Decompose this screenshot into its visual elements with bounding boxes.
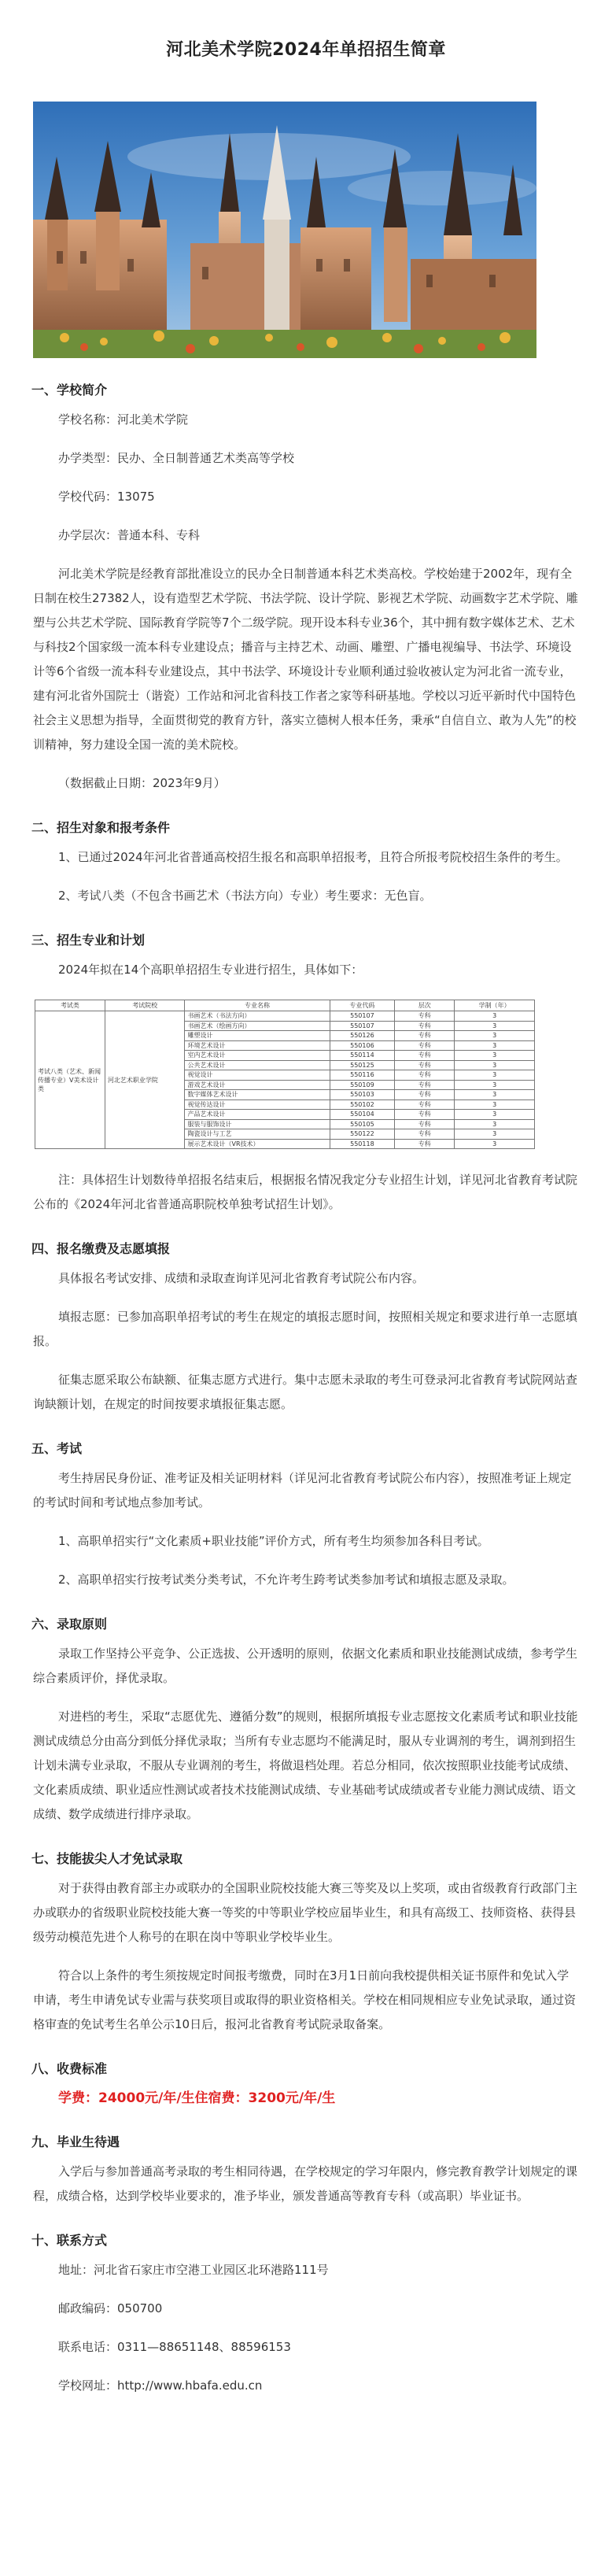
major-years-cell: 3 bbox=[455, 1040, 535, 1051]
major-level-cell: 专科 bbox=[395, 1100, 455, 1110]
exam-paragraph: 考生持居民身份证、准考证及相关证明材料（详见河北省教育考试院公布内容），按照准考证上规定的考试时间和考试地点参加考试。 bbox=[33, 1471, 572, 1510]
major-code-cell: 550103 bbox=[330, 1090, 395, 1100]
table-row bbox=[35, 1011, 535, 1022]
major-years-cell: 3 bbox=[455, 1119, 535, 1129]
major-years-cell: 3 bbox=[455, 1051, 535, 1061]
table-header: 专业代码 bbox=[330, 1000, 395, 1011]
majors-table-wrap bbox=[35, 1000, 535, 1149]
table-header: 层次 bbox=[395, 1000, 455, 1011]
major-code-cell: 550125 bbox=[330, 1060, 395, 1070]
major-level-cell: 专科 bbox=[395, 1070, 455, 1081]
section-heading-admission: 六、录取原则 bbox=[31, 1617, 108, 1632]
section-heading-exam: 五、考试 bbox=[31, 1441, 83, 1456]
major-code-cell: 550118 bbox=[330, 1139, 395, 1149]
major-level-cell: 专科 bbox=[395, 1060, 455, 1070]
majors-table bbox=[35, 1000, 535, 1149]
major-name-cell: 游戏艺术设计 bbox=[185, 1080, 330, 1090]
fee-text: 学费：24000元/年/生住宿费：3200元/年/生 bbox=[58, 2090, 336, 2106]
major-name-cell: 环境艺术设计 bbox=[185, 1040, 330, 1051]
major-name-cell: 书画艺术（绘画方向） bbox=[185, 1021, 330, 1031]
intro-paragraph: 河北美术学院是经教育部批准设立的民办全日制普通本科艺术类高校。学校始建于2002年，现有全日制在校生27382人，设有造型艺术学院、书法学院、设计学院、影视艺术学院、动画数字艺术学院、雕塑与公共艺术学院、国际教育学院等7个二级学院。现开设本科专业36个，其中拥有数字媒体艺术、艺术与科技2个国家级一流本科专业建设点；播音与主持艺术、动画、雕塑、广播电视编导、书法学、环境设计等6个省级一流本科专业建设点，其中书法学、环境设计专业顺利通过验收被认定为河北省一流专业，建有河北省外国院士（谐瓷）工作站和河北省科技工作者之家等科研基地。学校以习近平新时代中国特色社会主义思想为指导，全面贯彻党的教育方针，落实立德树人根本任务，秉承“自信自立、敢为人先”的校训精神，努力建设全国一流的美术院校。 bbox=[33, 567, 578, 752]
major-code-cell: 550104 bbox=[330, 1110, 395, 1120]
exam-paragraph: 1、高职单招实行“文化素质+职业技能”评价方式，所有考生均须参加各科目考试。 bbox=[58, 1534, 489, 1548]
campus-photo bbox=[33, 102, 536, 358]
major-level-cell: 专科 bbox=[395, 1031, 455, 1041]
major-years-cell: 3 bbox=[455, 1090, 535, 1100]
major-name-cell: 产品艺术设计 bbox=[185, 1110, 330, 1120]
major-code-cell: 550109 bbox=[330, 1080, 395, 1090]
major-code-cell: 550107 bbox=[330, 1021, 395, 1031]
major-code-cell: 550126 bbox=[330, 1031, 395, 1041]
major-code-cell: 550122 bbox=[330, 1129, 395, 1140]
major-code-cell: 550102 bbox=[330, 1100, 395, 1110]
section-heading-contact: 十、联系方式 bbox=[31, 2233, 108, 2248]
major-years-cell: 3 bbox=[455, 1060, 535, 1070]
contact-postcode: 邮政编码：050700 bbox=[58, 2301, 163, 2315]
major-level-cell: 专科 bbox=[395, 1139, 455, 1149]
contact-phone: 联系电话：0311—88651148、88596153 bbox=[58, 2340, 291, 2354]
majors-note: 注：具体招生计划数待单招报名结束后，根据报名情况我定分专业招生计划，详见河北省教育考试院公布的《2024年河北省普通高职院校单独考试招生计划》。 bbox=[33, 1173, 578, 1211]
table-header: 专业名称 bbox=[185, 1000, 330, 1011]
school-code: 学校代码：13075 bbox=[58, 490, 155, 504]
admission-paragraph: 录取工作坚持公平竞争、公正选拔、公开透明的原则，依据文化素质和职业技能测试成绩，参考学生综合素质评价，择优录取。 bbox=[33, 1646, 578, 1685]
major-name-cell: 雕塑设计 bbox=[185, 1031, 330, 1041]
major-level-cell: 专科 bbox=[395, 1080, 455, 1090]
major-code-cell: 550116 bbox=[330, 1070, 395, 1081]
eligibility-paragraph: 2、考试八类（不包含书画艺术（书法方向）专业）考生要求：无色盲。 bbox=[58, 889, 432, 903]
table-header: 学制（年） bbox=[455, 1000, 535, 1011]
major-level-cell: 专科 bbox=[395, 1110, 455, 1120]
major-code-cell: 550107 bbox=[330, 1011, 395, 1022]
section-heading-registration: 四、报名缴费及志愿填报 bbox=[31, 1241, 171, 1256]
major-level-cell: 专科 bbox=[395, 1040, 455, 1051]
major-code-cell: 550106 bbox=[330, 1040, 395, 1051]
section-heading-intro: 一、学校简介 bbox=[31, 383, 108, 397]
school-name: 学校名称：河北美术学院 bbox=[58, 412, 189, 427]
major-years-cell: 3 bbox=[455, 1080, 535, 1090]
major-name-cell: 室内艺术设计 bbox=[185, 1051, 330, 1061]
major-name-cell: 服装与服饰设计 bbox=[185, 1119, 330, 1129]
contact-address: 地址：河北省石家庄市空港工业园区北环港路111号 bbox=[58, 2263, 329, 2277]
eligibility-paragraph: 1、已通过2024年河北省普通高校招生报名和高职单招报考，且符合所报考院校招生条件的考生。 bbox=[58, 850, 568, 864]
admission-paragraph: 对进档的考生，采取“志愿优先、遵循分数”的规则，根据所填报专业志愿按文化素质考试和职业技能测试成绩总分由高分到低分择优录取；当所有专业志愿均不能满足时，服从专业调剂的考生，调剂到招生计划未满专业录取，不服从专业调剂的考生，将做退档处理。若总分相同，依次按照职业技能考试成绩、文化素质成绩、职业适应性测试或者技术技能测试成绩、专业基础考试成绩或者专业能力测试成绩、语文成绩、数学成绩进行排序录取。 bbox=[33, 1709, 578, 1821]
major-level-cell: 专科 bbox=[395, 1090, 455, 1100]
major-level-cell: 专科 bbox=[395, 1021, 455, 1031]
table-header-row bbox=[35, 1000, 535, 1011]
majors-intro: 2024年拟在14个高职单招招生专业进行招生，具体如下： bbox=[58, 963, 363, 977]
major-level-cell: 专科 bbox=[395, 1129, 455, 1140]
major-name-cell: 展示艺术设计（VR技术） bbox=[185, 1139, 330, 1149]
section-heading-fees: 八、收费标准 bbox=[31, 2061, 108, 2076]
major-level-cell: 专科 bbox=[395, 1011, 455, 1022]
major-years-cell: 3 bbox=[455, 1021, 535, 1031]
page-title: 河北美术学院2024年单招招生简章 bbox=[166, 40, 446, 60]
major-name-cell: 公共艺术设计 bbox=[185, 1060, 330, 1070]
registration-paragraph: 填报志愿：已参加高职单招考试的考生在规定的填报志愿时间，按照相关规定和要求进行单一志愿填报。 bbox=[33, 1310, 578, 1348]
major-name-cell: 陶瓷设计与工艺 bbox=[185, 1129, 330, 1140]
school-type: 办学类型：民办、全日制普通艺术类高等学校 bbox=[58, 451, 295, 465]
major-years-cell: 3 bbox=[455, 1129, 535, 1140]
data-deadline: （数据截止日期：2023年9月） bbox=[58, 776, 226, 790]
major-years-cell: 3 bbox=[455, 1011, 535, 1022]
major-years-cell: 3 bbox=[455, 1139, 535, 1149]
exemption-paragraph: 对于获得由教育部主办或联办的全国职业院校技能大赛三等奖及以上奖项，或由省级教育行政部门主办或联办的省级职业院校技能大赛一等奖的中等职业学校应届毕业生，和具有高级工、技师资格、获得县级劳动模范先进个人称号的在职在岗中等职业学校毕业生。 bbox=[33, 1881, 578, 1944]
section-heading-eligibility: 二、招生对象和报考条件 bbox=[31, 820, 171, 835]
major-name-cell: 视觉传达设计 bbox=[185, 1100, 330, 1110]
major-name-cell: 视觉设计 bbox=[185, 1070, 330, 1081]
section-heading-graduates: 九、毕业生待遇 bbox=[31, 2134, 120, 2149]
school-level: 办学层次：普通本科、专科 bbox=[58, 528, 201, 542]
major-code-cell: 550105 bbox=[330, 1119, 395, 1129]
exam-paragraph: 2、高职单招实行按考试类分类考试，不允许考生跨考试类参加考试和填报志愿及录取。 bbox=[58, 1573, 514, 1587]
contact-website[interactable]: 学校网址：http://www.hbafa.edu.cn bbox=[58, 2378, 263, 2393]
major-code-cell: 550114 bbox=[330, 1051, 395, 1061]
registration-paragraph: 具体报名考试安排、成绩和录取查询详见河北省教育考试院公布内容。 bbox=[58, 1271, 425, 1285]
major-years-cell: 3 bbox=[455, 1100, 535, 1110]
major-years-cell: 3 bbox=[455, 1110, 535, 1120]
major-years-cell: 3 bbox=[455, 1031, 535, 1041]
table-header: 考试类 bbox=[35, 1000, 105, 1011]
exemption-paragraph: 符合以上条件的考生须按规定时间报考缴费，同时在3月1日前向我校提供相关证书原件和免试入学申请，考生申请免试专业需与获奖项目或取得的职业资格相关。学校在相同规相应专业免试录取，通过资格审查的免试考生名单公示10日后，报河北省教育考试院录取备案。 bbox=[33, 1968, 577, 2031]
exam-category-cell: 考试八类（艺术、新闻传播专业）V美术设计类 bbox=[35, 1011, 105, 1149]
section-heading-majors: 三、招生专业和计划 bbox=[31, 933, 146, 948]
exam-college-cell: 河北艺术职业学院 bbox=[105, 1011, 185, 1149]
registration-paragraph: 征集志愿采取公布缺额、征集志愿方式进行。集中志愿未录取的考生可登录河北省教育考试院网站查询缺额计划，在规定的时间按要求填报征集志愿。 bbox=[33, 1373, 578, 1411]
major-years-cell: 3 bbox=[455, 1070, 535, 1081]
major-level-cell: 专科 bbox=[395, 1119, 455, 1129]
table-header: 考试院校 bbox=[105, 1000, 185, 1011]
section-heading-exemption: 七、技能拔尖人才免试录取 bbox=[31, 1851, 183, 1866]
major-level-cell: 专科 bbox=[395, 1051, 455, 1061]
major-name-cell: 书画艺术（书法方向） bbox=[185, 1011, 330, 1022]
graduates-paragraph: 入学后与参加普通高考录取的考生相同待遇，在学校规定的学习年限内，修完教育教学计划规定的课程，成绩合格，达到学校毕业要求的，准予毕业，颁发普通高等教育专科（或高职）毕业证书。 bbox=[33, 2164, 578, 2203]
major-name-cell: 数字媒体艺术设计 bbox=[185, 1090, 330, 1100]
